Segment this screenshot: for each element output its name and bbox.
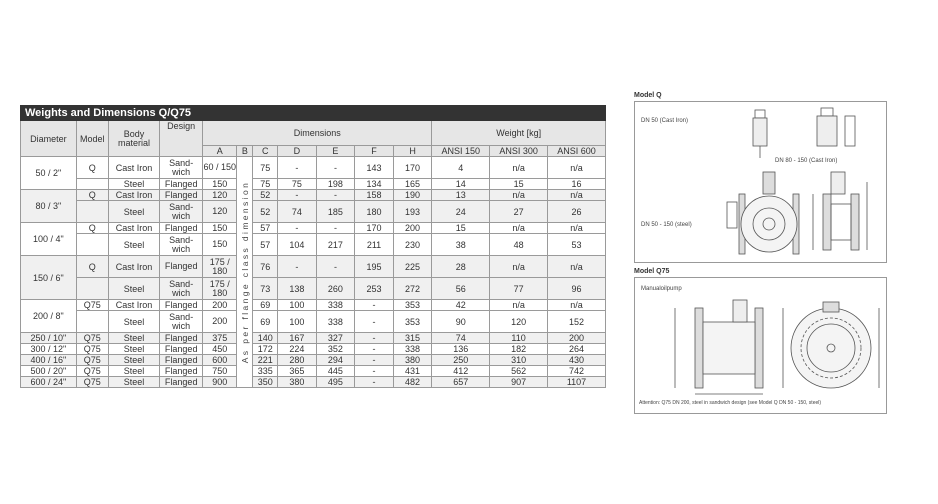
cell-dim-a: 150 [203,223,237,234]
cell-dim-d: 100 [278,300,317,311]
cell-dim-a: 60 / 150 [203,157,237,179]
cell-dim-c: 52 [253,201,278,223]
cell-dim-a: 375 [203,333,237,344]
cell-dim-e: - [316,157,355,179]
cell-body-material: Steel [108,278,159,300]
cell-weight-ansi300: 27 [490,201,548,223]
cell-weight-ansi300: 48 [490,234,548,256]
label-attention: Attention: Q75 DN 200, steel in sandwich design (see Model Q DN 50 - 150, steel) [639,400,822,406]
header-dimensions: Dimensions [203,121,432,146]
cell-dim-f: - [355,377,394,388]
cell-dim-e: - [316,190,355,201]
cell-weight-ansi600: 26 [548,201,606,223]
cell-weight-ansi300: n/a [490,256,548,278]
cell-body-material: Steel [108,311,159,333]
cell-dim-a: 150 [203,234,237,256]
cell-dim-d: 75 [278,179,317,190]
cell-weight-ansi300: 120 [490,311,548,333]
cell-weight-ansi150: 14 [432,179,490,190]
cell-dim-a: 120 [203,190,237,201]
b-column-note: As per flange class dimension [239,180,250,364]
cell-dim-h: 431 [393,366,432,377]
cell-weight-ansi600: 200 [548,333,606,344]
cell-body-material: Steel [108,333,159,344]
cell-weight-ansi600: n/a [548,157,606,179]
cell-weight-ansi150: 15 [432,223,490,234]
cell-dim-c: 57 [253,234,278,256]
cell-weight-ansi300: 907 [490,377,548,388]
cell-weight-ansi150: 24 [432,201,490,223]
cell-weight-ansi300: 310 [490,355,548,366]
cell-diameter: 300 / 12" [21,344,77,355]
cell-dim-h: 165 [393,179,432,190]
cell-weight-ansi150: 4 [432,157,490,179]
cell-dim-h: 315 [393,333,432,344]
table-row [21,333,606,344]
table-row [21,366,606,377]
cell-weight-ansi300: 77 [490,278,548,300]
cell-body-material: Steel [108,234,159,256]
cell-weight-ansi150: 412 [432,366,490,377]
cell-dim-e: 445 [316,366,355,377]
header-dim-d: D [278,146,317,157]
table-title: Weights and Dimensions Q/Q75 [21,106,606,121]
cell-design: Flanged [160,223,203,234]
cell-weight-ansi150: 250 [432,355,490,366]
cell-dim-d: 74 [278,201,317,223]
cell-design: Flanged [160,179,203,190]
cell-design: Sand-wich [160,157,203,179]
cell-dim-h: 230 [393,234,432,256]
cell-weight-ansi300: 562 [490,366,548,377]
cell-body-material: Cast Iron [108,256,159,278]
cell-weight-ansi150: 657 [432,377,490,388]
header-dim-f: F [355,146,394,157]
label-dn50-cast: DN 50 (Cast Iron) [641,118,689,124]
cell-weight-ansi150: 13 [432,190,490,201]
cell-dim-h: 200 [393,223,432,234]
header-ansi150: ANSI 150 [432,146,490,157]
cell-weight-ansi600: 430 [548,355,606,366]
cell-design: Flanged [160,333,203,344]
cell-design: Flanged [160,300,203,311]
label-dn80-150-cast: DN 80 - 150 (Cast Iron) [775,158,838,164]
header-diameter: Diameter [21,121,77,157]
cell-body-material: Cast Iron [108,300,159,311]
cell-weight-ansi300: 15 [490,179,548,190]
cell-weight-ansi300: n/a [490,190,548,201]
cell-weight-ansi600: 742 [548,366,606,377]
cell-dim-c: 75 [253,157,278,179]
cell-dim-c: 335 [253,366,278,377]
cell-design: Flanged [160,366,203,377]
cell-model: Q75 [76,333,108,344]
cell-dim-c: 221 [253,355,278,366]
cell-design: Flanged [160,355,203,366]
cell-model [76,179,108,190]
cell-dim-f: - [355,355,394,366]
cell-weight-ansi300: 182 [490,344,548,355]
cell-dim-h: 170 [393,157,432,179]
cell-diameter: 100 / 4" [21,223,77,256]
cell-dim-d: 167 [278,333,317,344]
cell-weight-ansi150: 42 [432,300,490,311]
cell-model [76,311,108,333]
cell-dim-a: 150 [203,179,237,190]
table-row [21,201,606,223]
header-body-material: Body material [108,121,159,157]
cell-dim-f: 195 [355,256,394,278]
cell-weight-ansi150: 56 [432,278,490,300]
cell-diameter: 150 / 6" [21,256,77,300]
cell-design: Flanged [160,256,203,278]
cell-dim-f: 253 [355,278,394,300]
cell-dim-a: 200 [203,300,237,311]
cell-body-material: Cast Iron [108,157,159,179]
cell-dim-d: - [278,256,317,278]
cell-weight-ansi600: n/a [548,190,606,201]
cell-dim-c: 350 [253,377,278,388]
cell-dim-d: 138 [278,278,317,300]
cell-design: Sand-wich [160,201,203,223]
cell-dim-a: 175 / 180 [203,278,237,300]
cell-diameter: 80 / 3" [21,190,77,223]
cell-dim-f: - [355,333,394,344]
table-row [21,223,606,234]
header-ansi600: ANSI 600 [548,146,606,157]
table-row [21,311,606,333]
header-dim-a: A [203,146,237,157]
cell-body-material: Steel [108,344,159,355]
cell-weight-ansi150: 90 [432,311,490,333]
model-q75-figure [634,277,887,414]
cell-diameter: 600 / 24" [21,377,77,388]
table-row [21,300,606,311]
model-q-figure [634,101,887,263]
cell-dim-e: - [316,223,355,234]
cell-weight-ansi300: 110 [490,333,548,344]
cell-diameter: 400 / 16" [21,355,77,366]
cell-weight-ansi300: n/a [490,157,548,179]
cell-weight-ansi150: 38 [432,234,490,256]
cell-model: Q75 [76,355,108,366]
cell-dim-c: 69 [253,300,278,311]
cell-weight-ansi150: 28 [432,256,490,278]
cell-weight-ansi600: 264 [548,344,606,355]
table-row [21,234,606,256]
cell-dim-f: - [355,300,394,311]
cell-model: Q [76,256,108,278]
cell-diameter: 50 / 2" [21,157,77,190]
cell-body-material: Steel [108,355,159,366]
cell-weight-ansi300: n/a [490,223,548,234]
table-row [21,355,606,366]
cell-body-material: Steel [108,179,159,190]
cell-dim-e: 185 [316,201,355,223]
cell-dim-e: 217 [316,234,355,256]
cell-model [76,278,108,300]
cell-body-material: Cast Iron [108,223,159,234]
cell-design: Sand-wich [160,311,203,333]
cell-diameter: 500 / 20" [21,366,77,377]
cell-weight-ansi600: 16 [548,179,606,190]
cell-dim-h: 338 [393,344,432,355]
cell-model: Q [76,157,108,179]
cell-dim-h: 380 [393,355,432,366]
cell-design: Sand-wich [160,278,203,300]
cell-dim-f: 158 [355,190,394,201]
cell-dim-d: 104 [278,234,317,256]
cell-dim-f: 134 [355,179,394,190]
cell-dim-e: 352 [316,344,355,355]
cell-dim-a: 200 [203,311,237,333]
cell-dim-d: - [278,223,317,234]
cell-diameter: 200 / 8" [21,300,77,333]
model-q-drawing [635,102,886,262]
cell-dim-e: 495 [316,377,355,388]
cell-body-material: Cast Iron [108,190,159,201]
cell-dim-f: - [355,311,394,333]
cell-dim-h: 193 [393,201,432,223]
cell-dim-e: 327 [316,333,355,344]
weights-dimensions-table [20,105,606,388]
cell-dim-b [237,157,253,388]
table-body [21,157,606,388]
cell-dim-a: 900 [203,377,237,388]
cell-dim-c: 57 [253,223,278,234]
cell-design: Sand-wich [160,234,203,256]
cell-dim-h: 272 [393,278,432,300]
cell-design: Flanged [160,377,203,388]
cell-weight-ansi600: 53 [548,234,606,256]
cell-model: Q [76,190,108,201]
cell-weight-ansi600: n/a [548,300,606,311]
cell-weight-ansi600: n/a [548,256,606,278]
table-row [21,190,606,201]
cell-dim-d: - [278,157,317,179]
header-dim-c: C [253,146,278,157]
cell-model: Q75 [76,300,108,311]
cell-weight-ansi150: 136 [432,344,490,355]
cell-dim-d: 365 [278,366,317,377]
cell-dim-e: 338 [316,311,355,333]
cell-design: Flanged [160,190,203,201]
cell-model: Q75 [76,366,108,377]
header-ansi300: ANSI 300 [490,146,548,157]
cell-dim-f: 170 [355,223,394,234]
table-row [21,179,606,190]
cell-weight-ansi150: 74 [432,333,490,344]
cell-dim-d: 100 [278,311,317,333]
header-dim-b: B [237,146,253,157]
cell-model [76,234,108,256]
label-dn50-150-steel: DN 50 - 150 (steel) [641,222,692,228]
cell-dim-h: 353 [393,300,432,311]
cell-model: Q75 [76,377,108,388]
cell-dim-a: 120 [203,201,237,223]
cell-dim-f: 211 [355,234,394,256]
cell-dim-d: 280 [278,355,317,366]
cell-dim-d: 224 [278,344,317,355]
cell-dim-c: 73 [253,278,278,300]
header-dim-h: H [393,146,432,157]
table-row [21,256,606,278]
cell-model: Q [76,223,108,234]
model-q-title: Model Q [634,92,662,99]
cell-dim-e: 338 [316,300,355,311]
cell-dim-e: 198 [316,179,355,190]
cell-body-material: Steel [108,377,159,388]
cell-dim-h: 190 [393,190,432,201]
cell-dim-d: 380 [278,377,317,388]
cell-dim-f: - [355,366,394,377]
cell-weight-ansi600: 96 [548,278,606,300]
cell-dim-c: 140 [253,333,278,344]
cell-dim-a: 450 [203,344,237,355]
cell-dim-e: 294 [316,355,355,366]
header-weight: Weight [kg] [432,121,606,146]
table-row [21,157,606,179]
label-manual-oil-pump: Manualoilpump [641,286,682,292]
model-q75-title: Model Q75 [634,268,670,275]
model-q75-drawing [635,278,886,413]
table-row [21,377,606,388]
cell-dim-a: 750 [203,366,237,377]
cell-dim-f: 143 [355,157,394,179]
cell-dim-h: 225 [393,256,432,278]
table-row [21,278,606,300]
header-design: Design [160,121,203,157]
cell-weight-ansi600: 1107 [548,377,606,388]
cell-body-material: Steel [108,201,159,223]
cell-model [76,201,108,223]
cell-body-material: Steel [108,366,159,377]
header-model: Model [76,121,108,157]
cell-dim-f: - [355,344,394,355]
cell-dim-e: - [316,256,355,278]
cell-weight-ansi600: n/a [548,223,606,234]
cell-dim-c: 69 [253,311,278,333]
header-dim-e: E [316,146,355,157]
cell-dim-h: 482 [393,377,432,388]
cell-dim-a: 175 / 180 [203,256,237,278]
cell-weight-ansi300: n/a [490,300,548,311]
cell-dim-h: 353 [393,311,432,333]
cell-dim-f: 180 [355,201,394,223]
cell-dim-c: 52 [253,190,278,201]
cell-weight-ansi600: 152 [548,311,606,333]
cell-dim-d: - [278,190,317,201]
cell-dim-e: 260 [316,278,355,300]
cell-dim-c: 76 [253,256,278,278]
cell-design: Flanged [160,344,203,355]
cell-model: Q75 [76,344,108,355]
cell-diameter: 250 / 10" [21,333,77,344]
cell-dim-c: 75 [253,179,278,190]
cell-dim-a: 600 [203,355,237,366]
table-row [21,344,606,355]
cell-dim-c: 172 [253,344,278,355]
